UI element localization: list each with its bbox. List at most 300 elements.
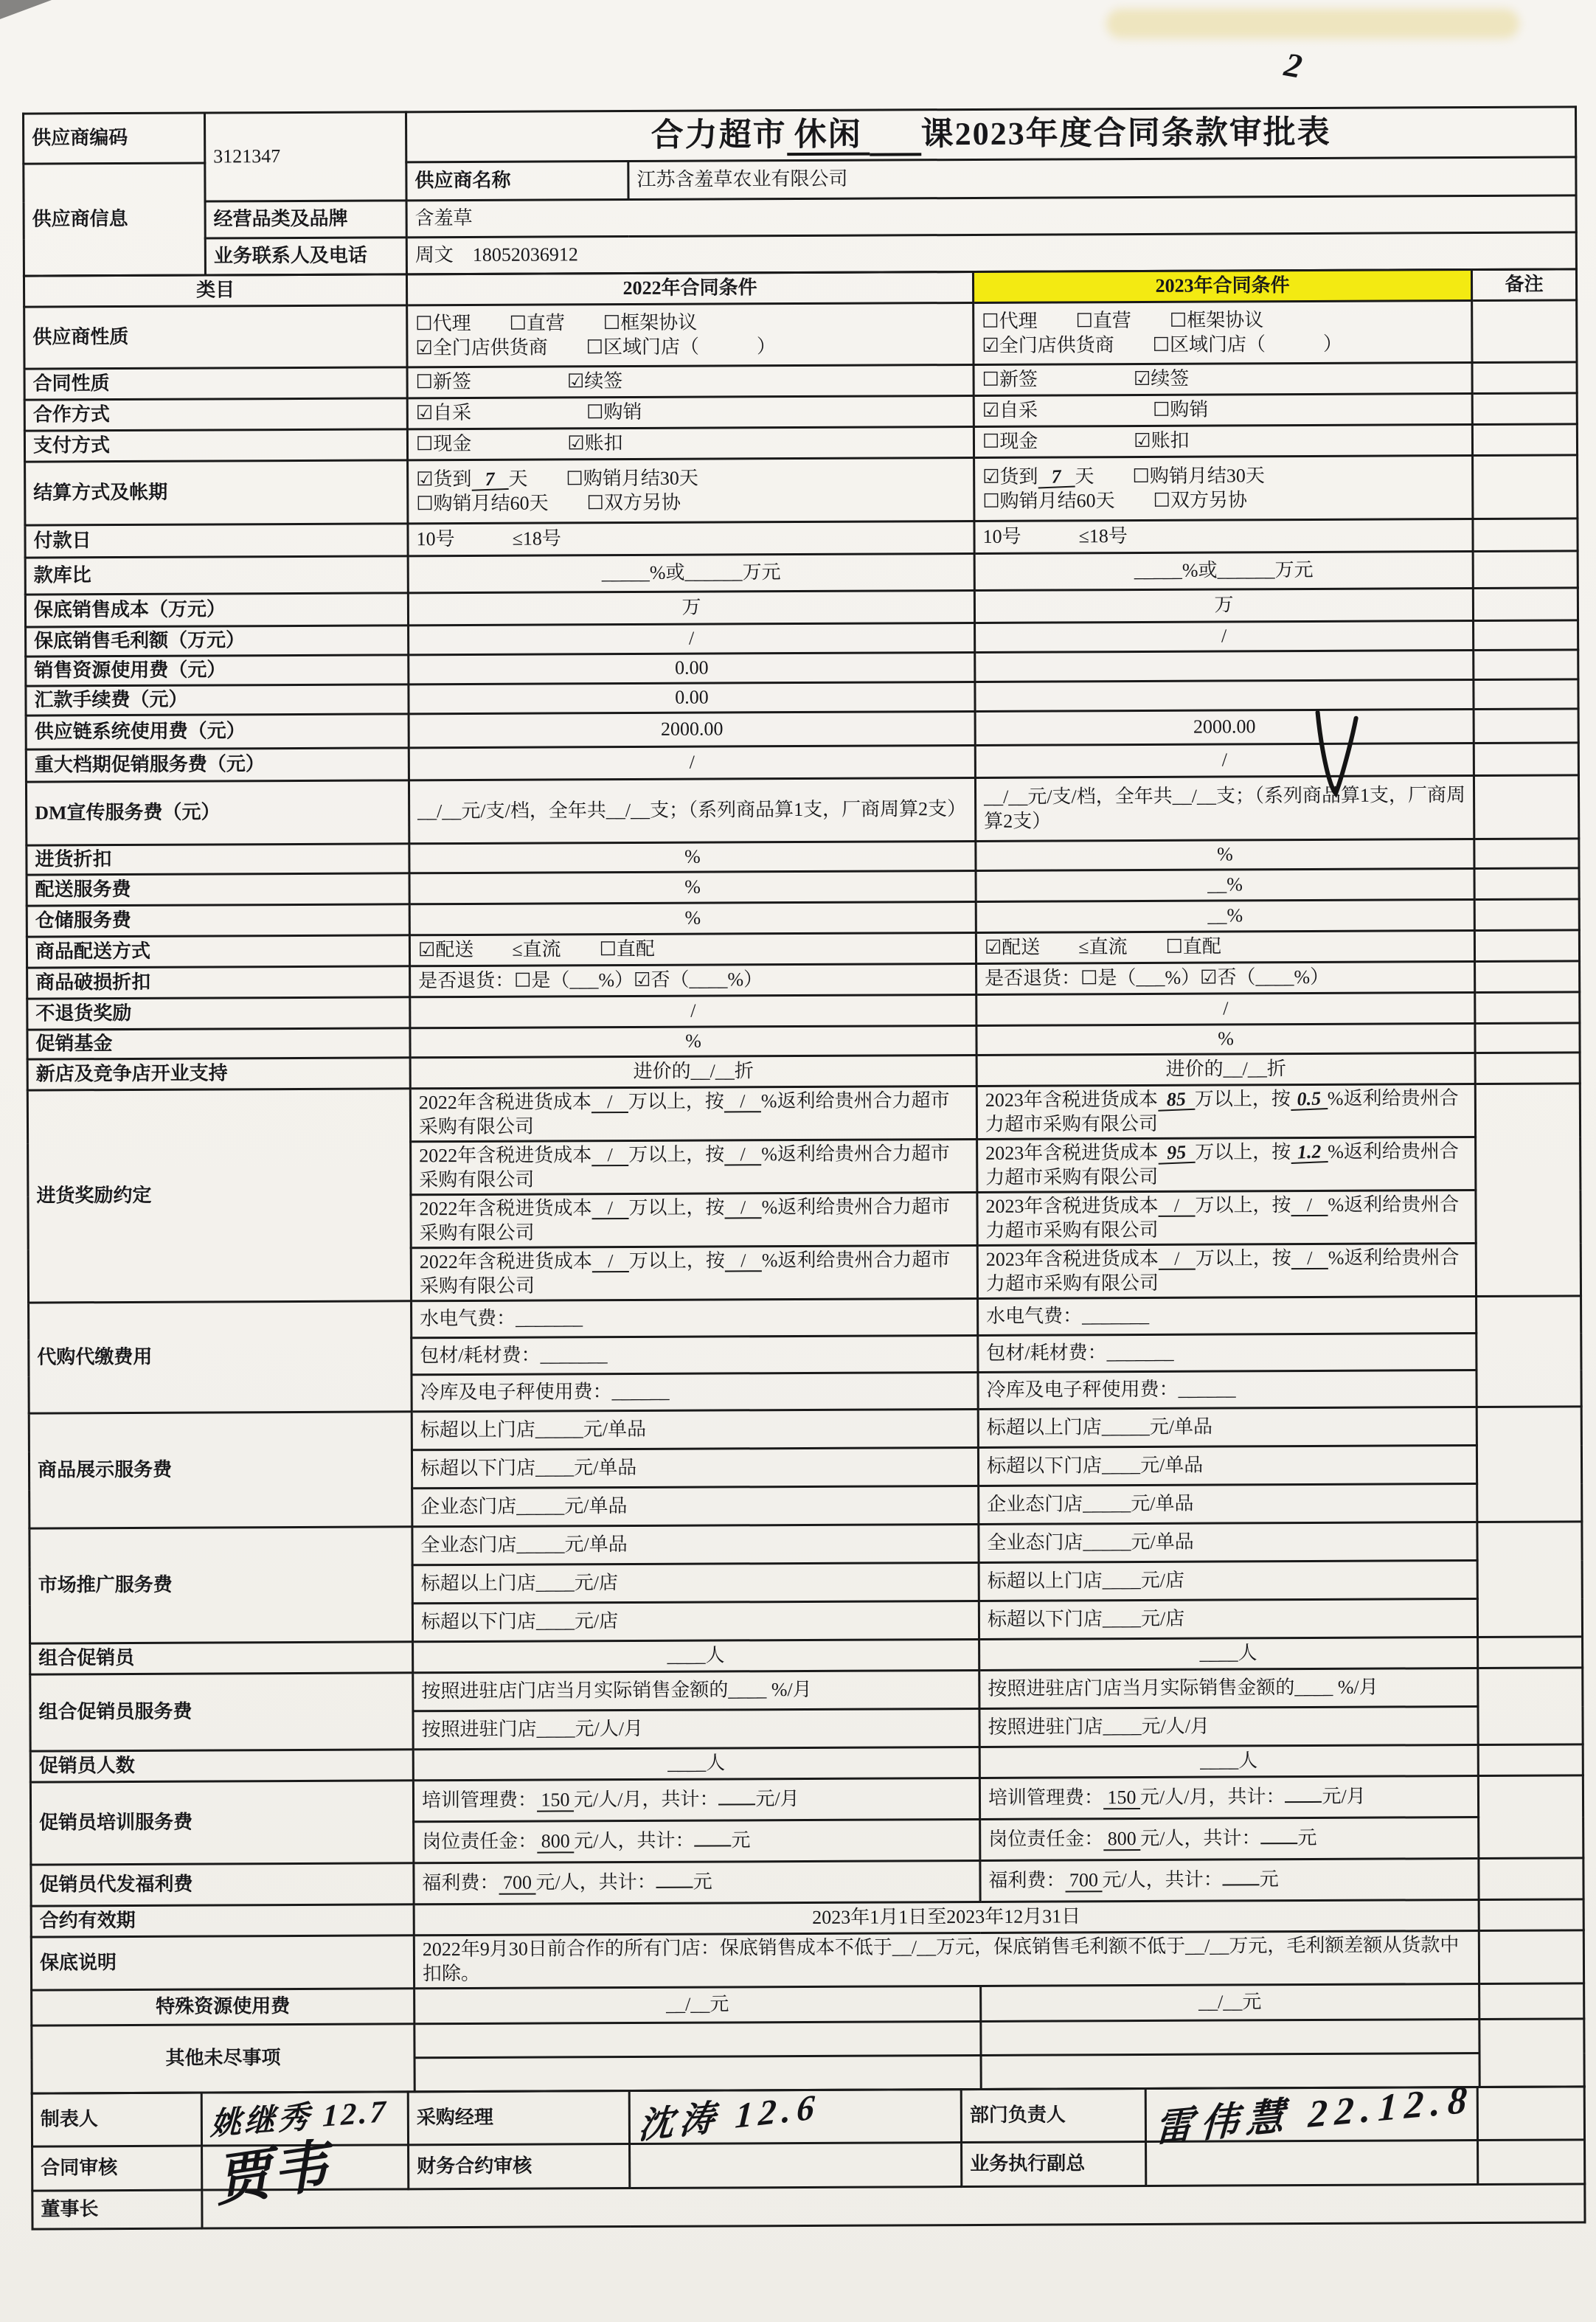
supplier-name-value: 江苏含羞草农业有限公司	[628, 157, 1576, 200]
note-cell	[1474, 868, 1579, 900]
welfare-text: 元/人，共计：	[535, 1871, 656, 1893]
cell-2023-agent-2: 包材/耗材费：_______	[978, 1334, 1477, 1373]
label-group-fee: 组合促销员服务费	[30, 1673, 413, 1751]
row-group-fee-1	[30, 1668, 1583, 1713]
note-cell	[1472, 424, 1577, 456]
settle-pre: ☑货到	[416, 468, 472, 491]
cell-2022-cooperation: ☑自采 ☐购销	[407, 395, 974, 429]
row-supplier-category	[24, 195, 1576, 239]
cell-2022-payday: 10号 ≤18号	[408, 521, 974, 555]
cell-2022-dm-fee: __/__元/支/档，全年共__/__支；（系列商品算1支，厂商周算2支）	[409, 777, 975, 843]
note-cell	[1475, 1053, 1580, 1084]
cell-2023-major-promo: /	[975, 744, 1474, 778]
note-cell	[1472, 300, 1577, 363]
row-market-fee-1	[30, 1522, 1582, 1567]
label-training-fee: 促销员培训服务费	[30, 1781, 413, 1865]
training-total-blank	[718, 1804, 755, 1806]
cell-2023-promo-fund: %	[976, 1024, 1475, 1056]
cell-guarantee-span: 2022年9月30日前合作的所有门店：保底销售成本不低于__/__万元，保底销售毛利额不低于__/__万元，毛利额差额从货款中扣除。	[414, 1931, 1479, 1989]
training-total-blank	[1285, 1801, 1322, 1803]
reward-text: 2022年含税进货成本	[419, 1144, 592, 1167]
training-rate: 800	[537, 1831, 574, 1854]
note-cell	[1478, 1744, 1583, 1776]
nature-line1: ☐代理 ☐直营 ☐框架协议	[982, 309, 1264, 332]
note-cell	[1479, 1858, 1583, 1900]
reward-text: %返利给贵州合力超市采购有限公司	[419, 1249, 951, 1297]
row-display-fee-1	[29, 1407, 1581, 1452]
label-stock-ratio: 款库比	[25, 556, 408, 595]
cell-2022-no-return: /	[410, 994, 976, 1027]
note-cell	[1478, 1775, 1583, 1859]
note-cell	[1474, 679, 1578, 710]
note-cell	[1474, 930, 1579, 962]
cell-2023-dm-fee: __/__元/支/档，全年共__/__支；（系列商品算1支，厂商周算2支）	[975, 776, 1474, 842]
cell-2022-training-1	[413, 1778, 979, 1821]
cell-2022-major-promo: /	[409, 745, 975, 780]
row-agent-fee-1	[29, 1296, 1581, 1340]
reward-percent: /	[724, 1091, 761, 1113]
cell-2023-training-2	[980, 1817, 1479, 1861]
note-cell	[1474, 620, 1578, 651]
note-cell	[1479, 1899, 1583, 1931]
note-cell	[1472, 393, 1577, 425]
header-category: 类目	[24, 274, 406, 307]
note-cell	[1478, 1668, 1583, 1745]
reward-text: %返利给贵州合力超市采购有限公司	[985, 1247, 1460, 1295]
training-text: 元/人，共计：	[574, 1829, 695, 1852]
reward-text: 万以上，按	[628, 1090, 724, 1113]
cell-2023-display-2: 标超以下门店____元/单品	[978, 1446, 1477, 1486]
scan-smudge	[1106, 9, 1519, 38]
handwritten-corner-mark: 2	[1281, 45, 1305, 86]
reward-percent: /	[1291, 1248, 1328, 1270]
welfare-text: 福利费：	[988, 1869, 1066, 1892]
label-purchase-discount: 进货折扣	[27, 844, 409, 875]
nature-line2: ☑全门店供货商 ☐区域门店（ ）	[415, 335, 777, 358]
reward-text: %返利给贵州合力超市采购有限公司	[985, 1140, 1459, 1188]
label-dm-fee: DM宣传服务费（元）	[26, 780, 409, 845]
cell-chairman-signature	[202, 2184, 1585, 2228]
scan-edge-artifact	[0, 0, 52, 19]
cell-2022-welfare	[414, 1860, 980, 1904]
cell-2022-special: __/__元	[414, 1986, 981, 2023]
reward-amount: /	[591, 1092, 628, 1114]
cell-2023-reward-4	[977, 1244, 1476, 1299]
welfare-text: 福利费：	[422, 1872, 499, 1894]
label-purchase-manager: 采购经理	[408, 2091, 629, 2145]
cell-2023-payday: 10号 ≤18号	[974, 519, 1473, 554]
reward-amount: /	[1158, 1196, 1195, 1218]
label-market-fee: 市场推广服务费	[30, 1527, 413, 1643]
cell-2023-agent-1: 水电气费：_______	[978, 1297, 1477, 1336]
row-supplier-code	[24, 107, 1576, 164]
note-cell	[1472, 362, 1577, 394]
cell-2023-reward-3	[977, 1191, 1476, 1246]
label-finance-review: 财务合约审核	[409, 2144, 630, 2189]
header-note: 备注	[1471, 269, 1576, 301]
training-text: 元/月	[755, 1788, 799, 1810]
reward-percent: /	[725, 1250, 762, 1272]
row-guarantee-note	[31, 1930, 1583, 1990]
label-remittance-fee: 汇款手续费（元）	[26, 685, 409, 715]
reward-text: %返利给贵州合力超市采购有限公司	[419, 1196, 951, 1244]
welfare-rate: 700	[1065, 1870, 1102, 1892]
signature-table	[31, 2078, 1586, 2230]
note-cell	[1475, 1084, 1581, 1297]
note-cell	[1479, 1983, 1584, 2020]
training-text: 元/月	[1322, 1785, 1366, 1808]
label-guarantee: 保底说明	[31, 1935, 414, 1990]
reward-amount: /	[591, 1145, 628, 1167]
reward-text: 万以上，按	[628, 1250, 725, 1272]
note-cell	[1479, 1930, 1583, 1984]
label-promo-fund: 促销基金	[27, 1028, 410, 1059]
welfare-total-blank	[656, 1887, 693, 1888]
cell-2022-promoter-count: ____人	[413, 1747, 979, 1780]
cell-2023-nature	[974, 301, 1472, 365]
header-2022: 2022年合同条件	[406, 271, 973, 305]
cell-2023-stock-ratio: _____%或______万元	[974, 552, 1473, 591]
cell-2022-training-2	[414, 1819, 980, 1862]
row-signatures-1	[32, 2087, 1584, 2146]
reward-text: 2022年含税进货成本	[418, 1091, 591, 1114]
cell-2022-group-fee-1: 按照进驻店门店当月实际销售金额的____ %/月	[413, 1670, 979, 1711]
welfare-total-blank	[1223, 1885, 1260, 1886]
cell-2022-market-3: 标超以下门店____元/店	[412, 1601, 979, 1641]
cell-2023-agent-3: 冷库及电子秤使用费：______	[978, 1370, 1477, 1410]
reward-text: 万以上，按	[628, 1143, 725, 1166]
note-cell	[1478, 2140, 1585, 2185]
title-rest: 课2023年度合同条款审批表	[920, 114, 1331, 153]
maker-signature: 姚继秀 12.7	[209, 2095, 389, 2143]
cell-2023-resource-fee	[975, 651, 1474, 682]
training-text: 元/人，共计：	[1140, 1827, 1261, 1850]
note-cell	[1478, 1637, 1583, 1668]
training-text: 岗位责任金：	[988, 1828, 1104, 1851]
label-storage-fee: 仓储服务费	[27, 904, 409, 937]
note-cell	[1475, 961, 1580, 993]
cell-2023-min-cost: 万	[974, 589, 1473, 623]
cell-2023-welfare	[980, 1859, 1479, 1902]
row-dm-fee	[26, 775, 1578, 845]
reward-text: 万以上，按	[1195, 1194, 1291, 1216]
cell-2023-other-1	[981, 2020, 1479, 2056]
cell-2022-agent-1: 水电气费：_______	[412, 1298, 978, 1337]
cell-dept-signature	[1145, 2078, 1477, 2151]
training-text: 岗位责任金：	[422, 1830, 538, 1853]
cell-2022-display-3: 企业态门店_____元/单品	[412, 1486, 979, 1526]
reward-amount-handwritten: 85	[1157, 1089, 1195, 1112]
dept-head-signature: 雷伟慧 22.12.8	[1153, 2078, 1476, 2151]
row-signatures-2	[32, 2140, 1585, 2191]
reward-percent: /	[724, 1144, 761, 1166]
cell-2022-market-1: 全业态门店_____元/单品	[412, 1524, 979, 1564]
reward-text: %返利给贵州合力超市采购有限公司	[419, 1143, 950, 1191]
title-store: 合力超市	[650, 117, 787, 153]
label-other-matters: 其他未尽事项	[32, 2024, 414, 2093]
label-payday: 付款日	[25, 524, 408, 558]
cell-2022-reward-1	[410, 1086, 976, 1141]
label-group-promoter: 组合促销员	[30, 1642, 413, 1674]
cell-2023-no-return: /	[976, 993, 1475, 1026]
supplier-info-label: 供应商信息	[24, 163, 206, 276]
cell-2023-cooperation: ☑自采 ☐购销	[974, 394, 1472, 427]
cell-2023-settlement	[974, 456, 1473, 521]
cell-2023-promoter-count: ____人	[979, 1745, 1478, 1778]
cell-2022-nature	[407, 302, 974, 367]
note-cell	[1473, 519, 1578, 552]
welfare-text: 元/人，共计：	[1102, 1868, 1223, 1891]
settle-line2: ☐购销月结60天 ☐双方另协	[982, 488, 1248, 512]
supplier-contact-value: 周文 18052036912	[406, 232, 1576, 274]
cell-2022-reward-3	[411, 1192, 977, 1247]
cell-2022-payment: ☐现金 ☑账扣	[407, 426, 974, 460]
cell-2022-purchase-discount: %	[409, 841, 976, 873]
note-cell	[1477, 1522, 1583, 1637]
cell-2022-remittance: 0.00	[409, 682, 975, 713]
form-sheet	[22, 105, 1586, 2230]
supplier-contact-label: 业务联系人及电话	[205, 238, 406, 275]
reward-amount: /	[591, 1198, 628, 1220]
label-form-maker: 制表人	[32, 2093, 201, 2146]
note-cell	[1474, 709, 1578, 744]
training-text: 元/人/月，共计：	[1139, 1786, 1286, 1809]
welfare-rate: 700	[499, 1873, 535, 1895]
label-agent-fee: 代购代缴费用	[29, 1301, 412, 1413]
training-total-blank	[695, 1846, 732, 1847]
reward-amount: /	[592, 1251, 629, 1273]
cell-2022-min-cost: 万	[408, 590, 974, 625]
row-training-fee-1	[30, 1775, 1583, 1823]
cell-2022-damage: 是否退货：☐是（___%）☑否（____%）	[410, 963, 976, 997]
label-contract-review: 合同审核	[32, 2146, 202, 2191]
row-scm-fee	[26, 709, 1578, 749]
cell-2022-group-fee-2: 按照进驻门店____元/人/月	[413, 1708, 979, 1749]
training-text: 培训管理费：	[421, 1789, 538, 1812]
settle-post: 天 ☐购销月结30天	[1075, 465, 1265, 488]
cell-2023-special: __/__元	[981, 1984, 1479, 2022]
training-text: 元	[731, 1829, 751, 1851]
label-chairman: 董事长	[32, 2190, 202, 2229]
label-min-sales-cost: 保底销售成本（万元）	[25, 593, 408, 627]
reward-amount-handwritten: 95	[1158, 1142, 1196, 1165]
training-text: 培训管理费：	[988, 1786, 1104, 1809]
cell-2022-market-2: 标超以上门店____元/店	[412, 1562, 979, 1603]
nature-line2: ☑全门店供货商 ☐区域门店（ ）	[982, 333, 1343, 356]
label-purchase-reward: 进货奖励约定	[27, 1089, 411, 1303]
cell-2022-agent-2: 包材/耗材费：_______	[412, 1335, 978, 1374]
note-cell	[1473, 455, 1578, 519]
row-welfare-fee	[31, 1858, 1583, 1906]
cell-2022-settlement	[408, 457, 974, 523]
reward-text: 2022年含税进货成本	[419, 1250, 592, 1273]
cell-2022-scm-fee: 2000.00	[409, 711, 975, 747]
cell-2023-new-store: 进价的__/__折	[976, 1053, 1475, 1087]
header-2023-highlighted: 2023年合同条件	[973, 270, 1471, 303]
label-delivery-mode: 商品配送方式	[27, 935, 409, 968]
title-dept-underlined: 休闲	[787, 117, 870, 156]
nature-line1: ☐代理 ☐直营 ☐框架协议	[415, 311, 698, 335]
label-special-resource: 特殊资源使用费	[32, 1989, 414, 2025]
reward-text: 万以上，按	[1195, 1247, 1291, 1269]
reward-text: 万以上，按	[1195, 1141, 1291, 1163]
reward-text: %返利给贵州合力超市采购有限公司	[985, 1087, 1459, 1135]
cell-validity-span: 2023年1月1日至2023年12月31日	[414, 1900, 1479, 1935]
label-executive-vp: 业务执行副总	[962, 2141, 1146, 2186]
training-rate: 150	[537, 1790, 574, 1812]
cell-2022-resource-fee: 0.00	[409, 652, 975, 684]
row-settlement	[25, 455, 1578, 525]
cell-2023-storage-fee: __%	[976, 900, 1474, 933]
reward-amount: /	[1159, 1249, 1196, 1271]
note-cell	[1477, 1296, 1582, 1407]
cell-2022-delivery-fee: %	[409, 870, 976, 904]
scm-fee-value: 2000.00	[1193, 715, 1256, 738]
label-validity: 合约有效期	[31, 1905, 414, 1937]
label-display-fee: 商品展示服务费	[29, 1412, 412, 1528]
form-title	[406, 107, 1576, 162]
supplier-name-label: 供应商名称	[406, 162, 628, 201]
training-text: 元	[1297, 1827, 1317, 1849]
reward-text: 2022年含税进货成本	[419, 1197, 592, 1220]
reward-text: 2023年含税进货成本	[985, 1247, 1159, 1270]
cell-2022-min-gross: /	[409, 623, 975, 654]
cell-2023-group-fee-1: 按照进驻店门店当月实际销售金额的____ %/月	[979, 1668, 1478, 1709]
row-supplier-nature	[24, 300, 1577, 369]
cell-2022-other-2	[414, 2055, 981, 2091]
cell-2022-promo-fund: %	[410, 1025, 976, 1057]
note-cell	[1473, 551, 1578, 589]
note-cell	[1474, 899, 1579, 931]
supplier-category-value: 含羞草	[406, 195, 1576, 238]
cell-2022-group-promoter: ____人	[413, 1639, 979, 1672]
cell-finance-signature	[630, 2143, 962, 2188]
label-promoter-count: 促销员人数	[30, 1750, 413, 1782]
cell-2023-min-gross: /	[975, 621, 1474, 653]
label-damage-discount: 商品破损折扣	[27, 966, 410, 999]
label-settlement: 结算方式及帐期	[25, 460, 408, 525]
cell-2023-group-promoter: ____人	[979, 1637, 1478, 1671]
cell-2022-new-store: 进价的__/__折	[410, 1055, 976, 1088]
reward-text: 万以上，按	[628, 1196, 725, 1219]
reward-text: 2023年含税进货成本	[985, 1088, 1158, 1111]
cell-2022-storage-fee: %	[409, 901, 976, 935]
training-text: 元/人/月，共计：	[573, 1788, 719, 1811]
label-min-gross: 保底销售毛利额（万元）	[26, 625, 409, 656]
cell-2023-reward-2	[977, 1137, 1476, 1193]
reward-percent-handwritten: 0.5	[1290, 1088, 1328, 1111]
contract-review-signature: 贾韦	[212, 2134, 332, 2214]
label-resource-fee: 销售资源使用费（元）	[26, 655, 409, 686]
reward-percent-handwritten: 1.2	[1291, 1141, 1328, 1164]
conditions-table	[23, 268, 1586, 2094]
label-scm-fee: 供应链系统使用费（元）	[26, 714, 409, 749]
cell-2023-market-1: 全业态门店_____元/单品	[979, 1522, 1477, 1563]
label-cooperation: 合作方式	[24, 398, 407, 431]
cell-2023-market-2: 标超以上门店____元/店	[979, 1561, 1477, 1601]
note-cell	[1473, 588, 1578, 621]
note-cell	[1479, 2019, 1584, 2087]
settle-post: 天 ☐购销月结30天	[508, 467, 698, 490]
note-cell	[1475, 992, 1580, 1024]
cell-2023-payment: ☐现金 ☑账扣	[974, 425, 1472, 458]
cell-pm-signature	[629, 2087, 961, 2146]
note-cell	[1475, 1023, 1580, 1053]
label-no-return: 不退货奖励	[27, 997, 410, 1030]
cell-2023-reward-1	[976, 1084, 1475, 1140]
settle-line2: ☐购销月结60天 ☐双方另协	[416, 491, 681, 514]
note-cell	[1474, 775, 1578, 839]
training-rate: 150	[1103, 1787, 1140, 1809]
cell-2023-display-3: 企业态门店_____元/单品	[979, 1484, 1477, 1525]
cell-2023-purchase-discount: %	[976, 839, 1474, 871]
cell-2022-agent-3: 冷库及电子秤使用费：______	[412, 1372, 978, 1411]
reward-percent: /	[1291, 1195, 1328, 1217]
reward-text: 2023年含税进货成本	[985, 1194, 1159, 1217]
note-cell	[1474, 650, 1578, 680]
cell-2022-contract-type: ☐新签 ☑续签	[407, 364, 974, 398]
row-stock-ratio	[25, 551, 1578, 595]
training-rate: 800	[1103, 1829, 1140, 1851]
cell-2022-stock-ratio: _____%或______万元	[408, 553, 974, 592]
cell-2022-reward-4	[411, 1245, 977, 1300]
cell-2023-contract-type: ☐新签 ☑续签	[974, 363, 1472, 396]
supplier-info-table	[22, 105, 1578, 277]
cell-2023-remittance	[975, 680, 1474, 712]
cell-2022-delivery-mode: ☑配送 ≤直流 ☐直配	[409, 932, 976, 966]
label-dept-head: 部门负责人	[961, 2088, 1145, 2142]
reward-text: 万以上，按	[1194, 1088, 1291, 1110]
note-cell	[1477, 2087, 1584, 2141]
label-new-store: 新店及竞争店开业支持	[27, 1058, 410, 1090]
training-total-blank	[1261, 1843, 1298, 1844]
cell-2023-market-3: 标超以下门店____元/店	[979, 1599, 1477, 1640]
settle-days-handwritten: 7	[471, 468, 509, 491]
reward-text: %返利给贵州合力超市采购有限公司	[985, 1193, 1460, 1241]
reward-text: 2023年含税进货成本	[985, 1141, 1159, 1164]
cell-2023-damage: 是否退货：☐是（___%）☑否（____%）	[976, 962, 1475, 995]
note-cell	[1474, 839, 1579, 869]
welfare-text: 元	[1259, 1868, 1279, 1890]
supplier-code-value: 3121347	[205, 112, 407, 201]
settle-pre: ☑货到	[982, 465, 1038, 488]
cell-2023-training-1	[979, 1776, 1478, 1820]
cell-2022-display-2: 标超以下门店____元/单品	[412, 1447, 978, 1488]
cell-review-signature	[202, 2134, 409, 2214]
cell-2023-group-fee-2: 按照进驻门店____元/人/月	[979, 1707, 1478, 1747]
row-purchase-reward-1	[27, 1084, 1580, 1143]
settle-days-handwritten: 7	[1038, 466, 1075, 489]
purchase-manager-signature: 沈涛 12.6	[636, 2087, 822, 2146]
cell-2022-display-1: 标超以上门店_____元/单品	[412, 1409, 978, 1449]
supplier-category-label: 经营品类及品牌	[205, 201, 406, 238]
label-welfare-fee: 促销员代发福利费	[31, 1863, 414, 1906]
cell-2023-delivery-fee: __%	[976, 869, 1474, 902]
label-contract-type: 合同性质	[24, 367, 407, 400]
welfare-text: 元	[693, 1871, 712, 1893]
supplier-code-label: 供应商编码	[24, 113, 205, 164]
cell-2022-other-1	[414, 2021, 981, 2057]
label-major-promo: 重大档期促销服务费（元）	[26, 748, 409, 782]
note-cell	[1477, 1407, 1582, 1522]
cell-2022-reward-2	[411, 1139, 977, 1194]
title-blank-underline	[870, 123, 921, 156]
note-cell	[1474, 743, 1578, 776]
cell-2023-delivery-mode: ☑配送 ≤直流 ☐直配	[976, 931, 1474, 964]
reward-percent: /	[724, 1197, 761, 1219]
cell-2023-display-1: 标超以上门店_____元/单品	[978, 1407, 1477, 1448]
reward-text: %返利给贵州合力超市采购有限公司	[418, 1089, 950, 1137]
